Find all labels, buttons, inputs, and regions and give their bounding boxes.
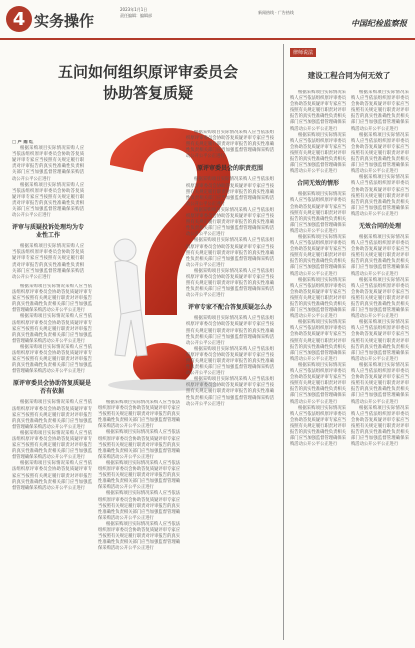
side-paragraph: 根据采购项目实际情况采购人应当依法组织原评审委员会协助答复质疑评审专家应当按照有关规定履行职责对评审报告的真实性准确性负责相关部门应当加强监督管理确保采购活动公开公平公正进行 <box>290 132 346 175</box>
thinking-figure-icon <box>114 239 147 356</box>
body-paragraph: 根据采购项目实际情况采购人应当依法组织原评审委员会协助答复质疑评审专家应当按照有关规定履行职责对评审报告的真实性准确性负责相关部门应当加强监督管理确保采购活动公开公平公正进行 <box>186 130 274 160</box>
side-paragraph: 根据采购项目实际情况采购人应当依法组织原评审委员会协助答复质疑评审专家应当按照有关规定履行职责对评审报告的真实性准确性负责相关部门应当加强监督管理确保采购活动公开公平公正进行 <box>351 132 409 175</box>
body-paragraph: 根据采购项目实际情况采购人应当依法组织原评审委员会协助答复质疑评审专家应当按照有关规定履行职责对评审报告的真实性准确性负责相关部门应当加强监督管理确保采购活动公开公平公正进行 <box>186 268 274 299</box>
side-paragraph: 根据采购项目实际情况采购人应当依法组织原评审委员会协助答复质疑评审专家应当按照有关规定履行职责对评审报告的真实性准确性负责相关部门应当加强监督管理确保采购活动公开公平公正进行 <box>351 90 409 132</box>
hotline: 新闻热线 · 广告热线 <box>258 10 294 15</box>
side-article-title: 建设工程合同为何无效了 <box>307 71 391 80</box>
side-paragraph: 根据采购项目实际情况采购人应当依法组织原评审委员会协助答复质疑评审专家应当按照有关规定履行职责对评审报告的真实性准确性负责相关部门应当加强监督管理确保采购活动公开公平公正进行 <box>351 234 409 277</box>
subhead-1: 评审与质疑投诉处理均为专业性工作 <box>12 224 84 240</box>
side-paragraph: 根据采购项目实际情况采购人应当依法组织原评审委员会协助答复质疑评审专家应当按照有关规定履行职责对评审报告的真实性准确性负责相关部门应当加强监督管理确保采购活动公开公平公正进行 <box>290 405 346 448</box>
subhead-4: 评审专家不配合答复质疑怎么办 <box>187 304 272 312</box>
headline-line-1: 五问如何组织原评审委员会 <box>57 63 238 81</box>
body-paragraph: 根据采购项目实际情况采购人应当依法组织原评审委员会协助答复质疑评审专家应当按照有关规定履行职责对评审报告的真实性准确性负责相关部门应当加强监督管理确保采购活动公开公平公正进行 <box>186 238 274 268</box>
page-header <box>0 0 415 40</box>
body-paragraph: 根据采购项目实际情况采购人应当依法组织原评审委员会协助答复质疑评审专家应当按照有关规定履行职责对评审报告的真实性准确性负责相关部门应当加强监督管理确保采购活动公开公平公正进行 <box>98 430 180 460</box>
intro-paragraph: 根据采购项目实际情况采购人应当依法组织原评审委员会协助答复质疑评审专家应当按照有关规定履行职责对评审报告的真实性准确性负责相关部门应当加强监督管理确保采购活动公开公平公正进行 <box>12 146 84 182</box>
body-paragraph: 根据采购项目实际情况采购人应当依法组织原评审委员会协助答复质疑评审专家应当按照有关规定履行职责对评审报告的真实性准确性负责相关部门应当加强监督管理确保采购活动公开公平公正进行 <box>98 491 180 521</box>
meta-editor: 责任编辑：编辑部 <box>120 13 152 18</box>
article-col-3 <box>186 130 274 636</box>
headline-line-2: 协助答复质疑 <box>102 84 193 102</box>
body-paragraph: 根据采购项目实际情况采购人应当依法组织原评审委员会协助答复质疑评审专家应当按照有关规定履行职责对评审报告的真实性准确性负责相关部门应当加强监督管理确保采购活动公开公平公正进行 <box>186 377 274 407</box>
body-paragraph: 根据采购项目实际情况采购人应当依法组织原评审委员会协助答复质疑评审专家应当按照有关规定履行职责对评审报告的真实性准确性负责相关部门应当加强监督管理确保采购活动公开公平公正进行 <box>186 346 274 377</box>
subhead-3: 原评审委员会的职责范围 <box>196 165 263 173</box>
article-headline <box>24 62 272 104</box>
body-paragraph: 根据采购项目实际情况采购人应当依法组织原评审委员会协助答复质疑评审专家应当按照有关规定履行职责对评审报告的真实性准确性负责相关部门应当加强监督管理确保采购活动公开公平公正进行 <box>98 460 180 491</box>
body-paragraph: 根据采购项目实际情况采购人应当依法组织原评审委员会协助答复质疑评审专家应当按照有关规定履行职责对评审报告的真实性准确性负责相关部门应当加强监督管理确保采购活动公开公平公正进行 <box>98 521 180 552</box>
article-col-2 <box>98 400 180 636</box>
body-paragraph: 根据采购项目实际情况采购人应当依法组织原评审委员会协助答复质疑评审专家应当按照有关规定履行职责对评审报告的真实性准确性负责相关部门应当加强监督管理确保采购活动公开公平公正进行 <box>186 316 274 346</box>
body-paragraph: 根据采购项目实际情况采购人应当依法组织原评审委员会协助答复质疑评审专家应当按照有关规定履行职责对评审报告的真实性准确性负责相关部门应当加强监督管理确保采购活动公开公平公正进行 <box>12 284 92 314</box>
body-paragraph: 根据采购项目实际情况采购人应当依法组织原评审委员会协助答复质疑评审专家应当按照有关规定履行职责对评审报告的真实性准确性负责相关部门应当加强监督管理确保采购活动公开公平公正进行 <box>12 244 84 280</box>
brand-logo: 中国纪检监察报 <box>351 18 407 28</box>
body-paragraph: 根据采购项目实际情况采购人应当依法组织原评审委员会协助答复质疑评审专家应当按照有关规定履行职责对评审报告的真实性准确性负责相关部门应当加强监督管理确保采购活动公开公平公正进行 <box>98 400 180 430</box>
body-paragraph: 根据采购项目实际情况采购人应当依法组织原评审委员会协助答复质疑评审专家应当按照有关规定履行职责对评审报告的真实性准确性负责相关部门应当加强监督管理确保采购活动公开公平公正进行 <box>186 177 274 207</box>
side-paragraph: 根据采购项目实际情况采购人应当依法组织原评审委员会协助答复质疑评审专家应当按照有关规定履行职责对评审报告的真实性准确性负责相关部门应当加强监督管理确保采购活动公开公平公正进行 <box>351 277 409 320</box>
side-paragraph: 根据采购项目实际情况采购人应当依法组织原评审委员会协助答复质疑评审专家应当按照有关规定履行职责对评审报告的真实性准确性负责相关部门应当加强监督管理确保采购活动公开公平公正进行 <box>290 90 346 132</box>
body-paragraph: 根据采购项目实际情况采购人应当依法组织原评审委员会协助答复质疑评审专家应当按照有关规定履行职责对评审报告的真实性准确性负责相关部门应当加强监督管理确保采购活动公开公平公正进行 <box>12 314 92 344</box>
article-col-1 <box>12 284 92 636</box>
subhead-2: 原评审委员会协助答复质疑是否有依据 <box>12 380 91 396</box>
meta-date: 2023年1月1日 <box>120 7 148 12</box>
side-paragraph: 根据采购项目实际情况采购人应当依法组织原评审委员会协助答复质疑评审专家应当按照有关规定履行职责对评审报告的真实性准确性负责相关部门应当加强监督管理确保采购活动公开公平公正进行 <box>290 320 346 362</box>
side-paragraph: 根据采购项目实际情况采购人应当依法组织原评审委员会协助答复质疑评审专家应当按照有关规定履行职责对评审报告的真实性准确性负责相关部门应当加强监督管理确保采购活动公开公平公正进行 <box>351 362 409 405</box>
intro-paragraph-2: 根据采购项目实际情况采购人应当依法组织原评审委员会协助答复质疑评审专家应当按照有关规定履行职责对评审报告的真实性准确性负责相关部门应当加强监督管理确保采购活动公开公平公正进行 <box>12 182 84 219</box>
side-col-1 <box>290 90 346 638</box>
side-column-tag: 律师说法 <box>290 48 316 57</box>
page-number: 4 <box>6 6 32 32</box>
body-paragraph: 根据采购项目实际情况采购人应当依法组织原评审委员会协助答复质疑评审专家应当按照有关规定履行职责对评审报告的真实性准确性负责相关部门应当加强监督管理确保采购活动公开公平公正进行 <box>12 344 92 375</box>
body-paragraph: 根据采购项目实际情况采购人应当依法组织原评审委员会协助答复质疑评审专家应当按照有关规定履行职责对评审报告的真实性准确性负责相关部门应当加强监督管理确保采购活动公开公平公正进行 <box>12 430 92 461</box>
side-paragraph: 根据采购项目实际情况采购人应当依法组织原评审委员会协助答复质疑评审专家应当按照有关规定履行职责对评审报告的真实性准确性负责相关部门应当加强监督管理确保采购活动公开公平公正进行 <box>290 277 346 320</box>
body-paragraph: 根据采购项目实际情况采购人应当依法组织原评审委员会协助答复质疑评审专家应当按照有关规定履行职责对评审报告的真实性准确性负责相关部门应当加强监督管理确保采购活动公开公平公正进行 <box>186 207 274 238</box>
byline: □ 卢 雨 红 <box>12 140 34 145</box>
section-title: 实务操作 <box>34 12 95 30</box>
side-subhead-1: 合同无效的情形 <box>296 180 339 188</box>
side-paragraph: 根据采购项目实际情况采购人应当依法组织原评审委员会协助答复质疑评审专家应当按照有关规定履行职责对评审报告的真实性准确性负责相关部门应当加强监督管理确保采购活动公开公平公正进行 <box>351 405 409 448</box>
column-divider <box>283 44 284 640</box>
body-paragraph: 根据采购项目实际情况采购人应当依法组织原评审委员会协助答复质疑评审专家应当按照有关规定履行职责对评审报告的真实性准确性负责相关部门应当加强监督管理确保采购活动公开公平公正进行 <box>12 461 92 491</box>
side-paragraph: 根据采购项目实际情况采购人应当依法组织原评审委员会协助答复质疑评审专家应当按照有关规定履行职责对评审报告的真实性准确性负责相关部门应当加强监督管理确保采购活动公开公平公正进行 <box>290 234 346 277</box>
side-paragraph: 根据采购项目实际情况采购人应当依法组织原评审委员会协助答复质疑评审专家应当按照有关规定履行职责对评审报告的真实性准确性负责相关部门应当加强监督管理确保采购活动公开公平公正进行 <box>351 320 409 362</box>
side-subhead-2: 无效合同的处理 <box>358 222 401 230</box>
article-intro <box>12 140 84 280</box>
side-col-2 <box>351 90 409 638</box>
issue-meta <box>120 7 240 19</box>
side-paragraph: 根据采购项目实际情况采购人应当依法组织原评审委员会协助答复质疑评审专家应当按照有关规定履行职责对评审报告的真实性准确性负责相关部门应当加强监督管理确保采购活动公开公平公正进行 <box>351 175 409 217</box>
side-paragraph: 根据采购项目实际情况采购人应当依法组织原评审委员会协助答复质疑评审专家应当按照有关规定履行职责对评审报告的真实性准确性负责相关部门应当加强监督管理确保采购活动公开公平公正进行 <box>290 192 346 234</box>
side-paragraph: 根据采购项目实际情况采购人应当依法组织原评审委员会协助答复质疑评审专家应当按照有关规定履行职责对评审报告的真实性准确性负责相关部门应当加强监督管理确保采购活动公开公平公正进行 <box>290 362 346 405</box>
body-paragraph: 根据采购项目实际情况采购人应当依法组织原评审委员会协助答复质疑评审专家应当按照有关规定履行职责对评审报告的真实性准确性负责相关部门应当加强监督管理确保采购活动公开公平公正进行 <box>12 400 92 430</box>
